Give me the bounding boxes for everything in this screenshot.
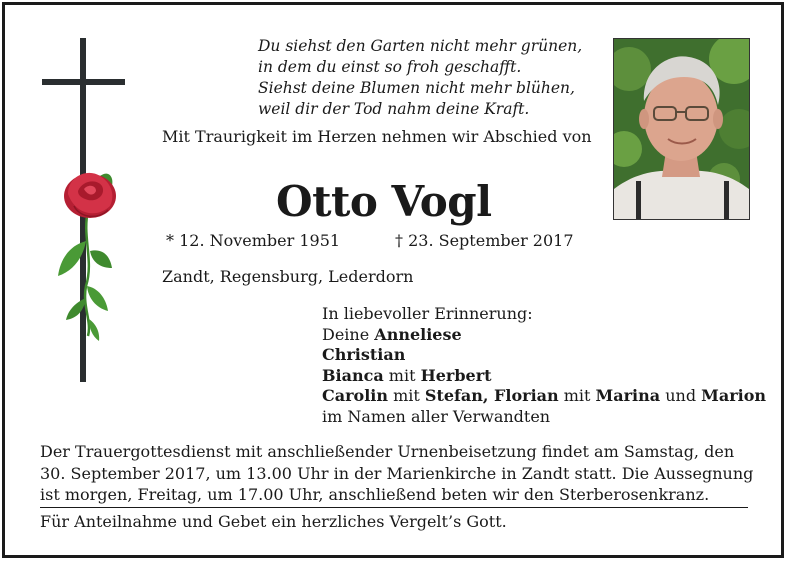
poem-line: Siehst deine Blumen nicht mehr blühen, — [258, 79, 575, 97]
family-line: Carolin mit Stefan, Florian mit Marina und Marion — [322, 386, 767, 405]
divider — [40, 507, 748, 508]
poem-line: Du siehst den Garten nicht mehr grünen, — [258, 37, 583, 55]
cross-with-rose-icon — [38, 36, 133, 386]
family-line: Christian — [322, 345, 406, 364]
poem — [258, 36, 582, 120]
birth-date: * 12. November 1951 — [166, 231, 341, 250]
portrait-photo — [613, 38, 750, 220]
intro-text: Mit Traurigkeit im Herzen nehmen wir Abschied von — [162, 127, 592, 146]
deceased-name: Otto Vogl — [276, 177, 492, 226]
family-block — [322, 304, 766, 427]
service-info: Der Trauergottesdienst mit anschließender Urnenbeisetzung findet am Samstag, den 30. September 2017, um 13.00 Uhr in der Marienkirche in Zandt statt. Die Aussegnung ist morgen, Freitag, um 17.00 Uhr, anschließend beten wir den Sterberosenkranz. — [40, 442, 754, 504]
poem-line: in dem du einst so froh geschafft. — [258, 58, 522, 76]
places: Zandt, Regensburg, Lederdorn — [162, 267, 414, 286]
poem-line: weil dir der Tod nahm deine Kraft. — [258, 100, 530, 118]
death-date: † 23. September 2017 — [395, 231, 574, 250]
family-heading: In liebevoller Erinnerung: — [322, 304, 533, 323]
family-line: Deine Anneliese — [322, 324, 462, 344]
family-footer: im Namen aller Verwandten — [322, 406, 551, 426]
family-line: Bianca mit Herbert — [322, 365, 492, 385]
thanks-text: Für Anteilnahme und Gebet ein herzliches Vergelt’s Gott. — [40, 512, 507, 531]
